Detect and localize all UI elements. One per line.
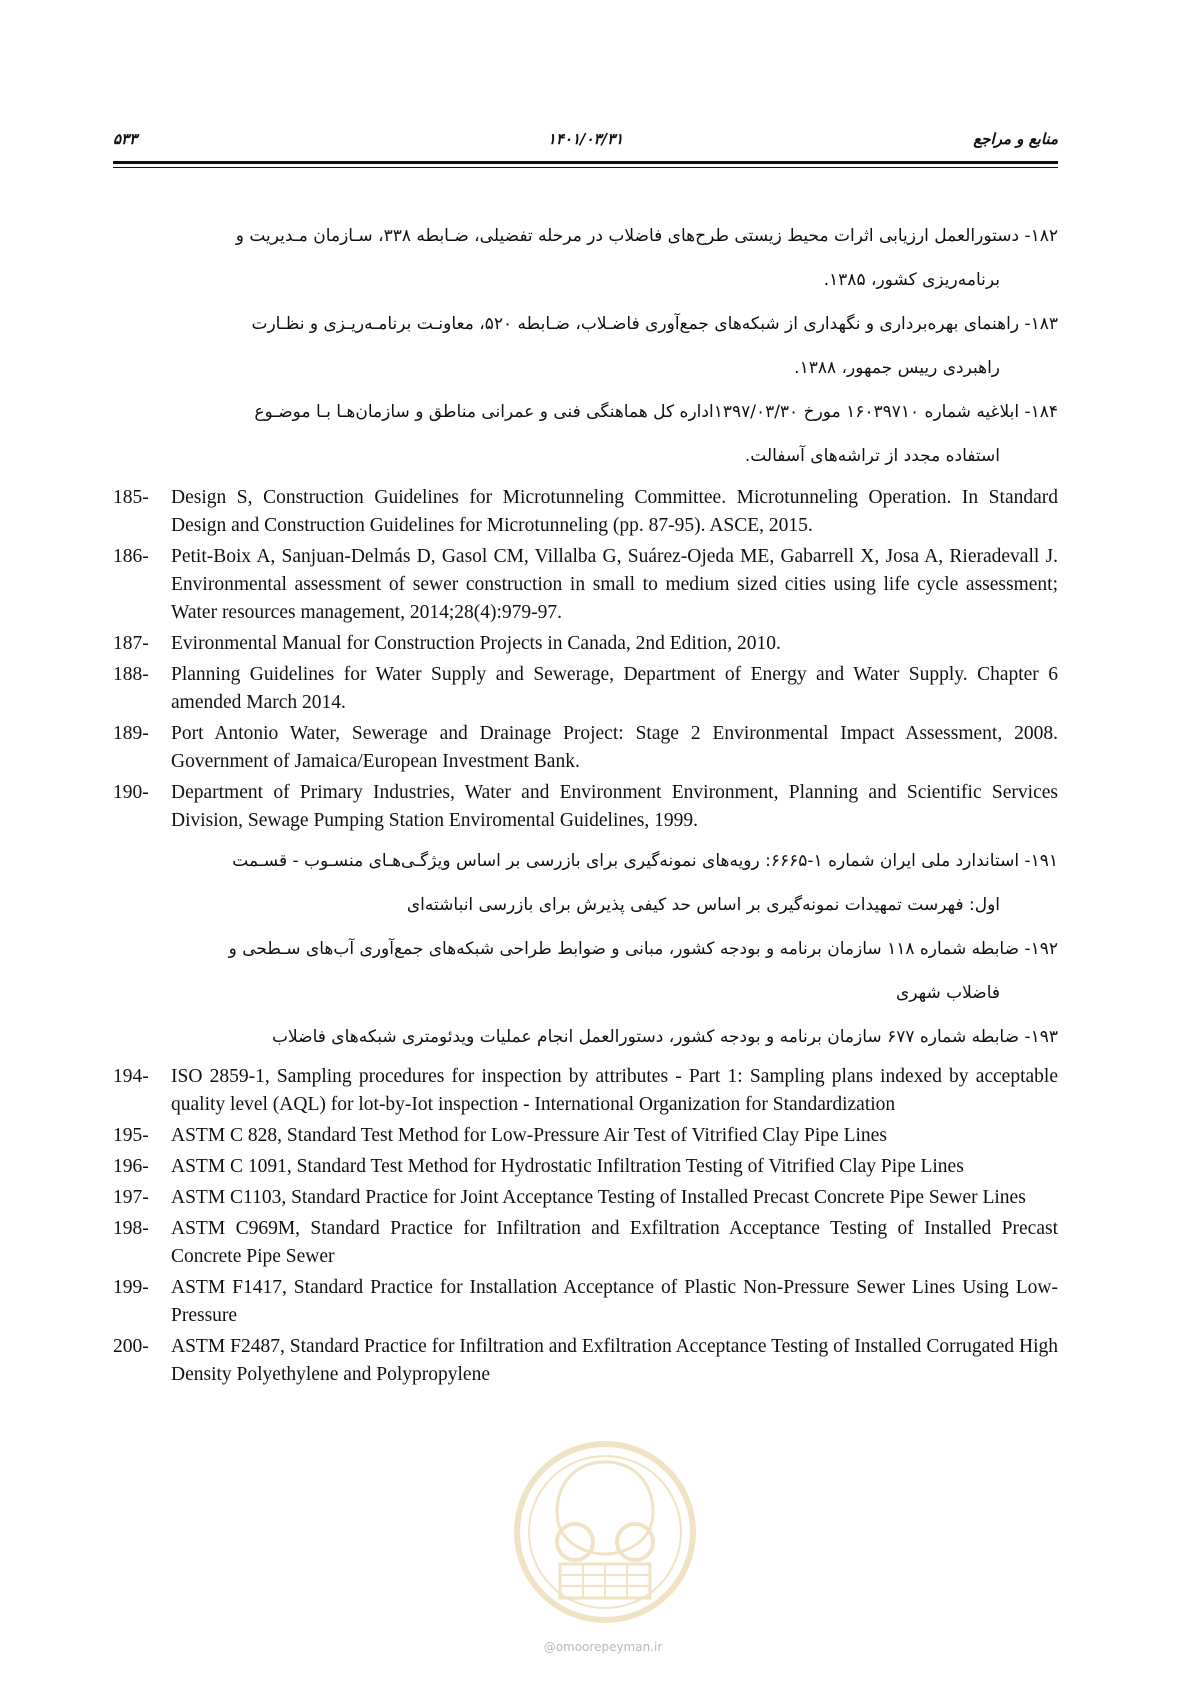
reference-item <box>113 390 1058 478</box>
reference-item <box>113 1122 1058 1150</box>
reference-item <box>113 1015 1058 1059</box>
reference-number: 198- <box>113 1218 149 1239</box>
watermark-logo <box>505 1432 705 1632</box>
header-rule-thick <box>113 161 1058 164</box>
reference-item <box>113 1274 1058 1330</box>
reference-list <box>113 214 1058 1392</box>
reference-line: ۱۸۴- ابلاغیه شماره ۱۶۰۳۹۷۱۰ مورخ ۱۳۹۷/۰۳/۳۰اداره کل هماهنگی فنی و عمرانی مناطق و سازمان‌هـا بـا موضـوع <box>254 402 1058 422</box>
reference-text: Evironmental Manual for Construction Projects in Canada, 2nd Edition, 2010. <box>171 633 781 654</box>
reference-line: اول: فهرست تمهیدات نمونه‌گیری بر اساس حد کیفی پذیرش برای بازرسی انباشته‌ای <box>406 895 1000 915</box>
reference-item <box>113 839 1058 927</box>
reference-number: 194- <box>113 1066 149 1087</box>
reference-number: 189- <box>113 723 149 744</box>
reference-text: Port Antonio Water, Sewerage and Drainage Project: Stage 2 Environmental Impact Assessment, 2008. Government of Jamaica/European Investment Bank. <box>171 723 1058 772</box>
reference-line: ۱۹۲- ضابطه شماره ۱۱۸ سازمان برنامه و بودجه کشور، مبانی و ضوابط طراحی شبکه‌های جمع‌آوری آب‌های سـطحی و <box>228 939 1058 959</box>
reference-number: 200- <box>113 1336 149 1357</box>
reference-item <box>113 1215 1058 1271</box>
reference-number: 190- <box>113 782 149 803</box>
reference-number: 197- <box>113 1187 149 1208</box>
reference-text: ASTM F1417, Standard Practice for Installation Acceptance of Plastic Non-Pressure Sewer Lines Using Low-Pressure <box>171 1277 1058 1326</box>
chapter-title: منابع و مراجع <box>973 130 1058 148</box>
reference-number: 199- <box>113 1277 149 1298</box>
watermark-emblem-icon <box>505 1432 705 1632</box>
reference-item <box>113 720 1058 776</box>
reference-text: Planning Guidelines for Water Supply and Sewerage, Department of Energy and Water Supply. Chapter 6 amended March 2014. <box>171 664 1058 713</box>
page-header <box>113 128 1058 150</box>
reference-number: 195- <box>113 1125 149 1146</box>
header-rule-thin <box>113 167 1058 168</box>
reference-item <box>113 779 1058 835</box>
reference-number: 186- <box>113 546 149 567</box>
reference-item <box>113 543 1058 627</box>
reference-number: 185- <box>113 487 149 508</box>
reference-item <box>113 927 1058 1015</box>
reference-text: Department of Primary Industries, Water and Environment Environment, Planning and Scientific Services Division, Sewage Pumping Station Enviromental Guidelines, 1999. <box>171 782 1058 831</box>
reference-item <box>113 302 1058 390</box>
reference-line: استفاده مجدد از تراشه‌های آسفالت. <box>744 446 1000 466</box>
reference-line: ۱۸۳- راهنمای بهره‌برداری و نگهداری از شبکه‌های جمع‌آوری فاضـلاب، ضـابطه ۵۲۰، معاونـت برنامـه‌ریـزی و نظـارت <box>251 314 1058 334</box>
reference-item <box>113 1333 1058 1389</box>
reference-text: ASTM C 1091, Standard Test Method for Hydrostatic Infiltration Testing of Vitrified Clay Pipe Lines <box>171 1156 964 1177</box>
page-number: ۵۳۳ <box>113 130 138 148</box>
reference-item <box>113 661 1058 717</box>
reference-line: فاضلاب شهری <box>895 983 1000 1003</box>
reference-line: ۱۸۲- دستورالعمل ارزیابی اثرات محیط زیستی طرح‌های فاضلاب در مرحله تفضیلی، ضـابطه ۳۳۸، سـازمان مـدیریت و <box>235 226 1058 246</box>
reference-item <box>113 630 1058 658</box>
watermark-handle: @omoorepeyman.ir <box>543 1640 663 1654</box>
reference-number: 196- <box>113 1156 149 1177</box>
reference-number: 187- <box>113 633 149 654</box>
reference-item <box>113 1063 1058 1119</box>
reference-text: Design S, Construction Guidelines for Microtunneling Committee. Microtunneling Operation. In Standard Design and Construction Guidelines for Microtunneling (pp. 87-95). ASCE, 2015. <box>171 487 1058 536</box>
reference-number: 188- <box>113 664 149 685</box>
reference-item <box>113 1184 1058 1212</box>
reference-text: ASTM C 828, Standard Test Method for Low-Pressure Air Test of Vitrified Clay Pipe Lines <box>171 1125 887 1146</box>
reference-line: راهبردی رییس جمهور، ۱۳۸۸. <box>794 358 1000 378</box>
reference-line: ۱۹۳- ضابطه شماره ۶۷۷ سازمان برنامه و بودجه کشور، دستورالعمل انجام عملیات ویدئومتری شبکه‌های فاضلاب <box>272 1027 1058 1047</box>
reference-item <box>113 214 1058 302</box>
reference-text: Petit-Boix A, Sanjuan-Delmás D, Gasol CM, Villalba G, Suárez-Ojeda ME, Gabarrell X, Josa A, Rieradevall J. Environmental assessment of sewer construction in small to medium sized cities using life cycle assessment; Water resources management, 2014;28(4):979-97. <box>171 546 1058 623</box>
reference-text: ASTM F2487, Standard Practice for Infiltration and Exfiltration Acceptance Testing of Installed Corrugated High Density Polyethylene and Polypropylene <box>171 1336 1058 1385</box>
reference-text: ASTM C1103, Standard Practice for Joint Acceptance Testing of Installed Precast Concrete Pipe Sewer Lines <box>171 1187 1026 1208</box>
reference-text: ISO 2859-1, Sampling procedures for inspection by attributes - Part 1: Sampling plans indexed by acceptable quality level (AQL) for lot-by-Iot inspection - International Organization for Standardization <box>171 1066 1058 1115</box>
header-date: ۱۴۰۱/۰۳/۳۱ <box>547 130 624 148</box>
reference-text: ASTM C969M, Standard Practice for Infiltration and Exfiltration Acceptance Testing of Installed Precast Concrete Pipe Sewer <box>171 1218 1058 1267</box>
reference-item <box>113 484 1058 540</box>
reference-line: برنامه‌ریزی کشور، ۱۳۸۵. <box>823 270 1000 290</box>
reference-line: ۱۹۱- استاندارد ملی ایران شماره ۱-۶۶۶۵: رویه‌های نمونه‌گیری برای بازرسی بر اساس ویژگـی‌هـای منسـوب - قسـمت <box>232 851 1058 871</box>
reference-item <box>113 1153 1058 1181</box>
